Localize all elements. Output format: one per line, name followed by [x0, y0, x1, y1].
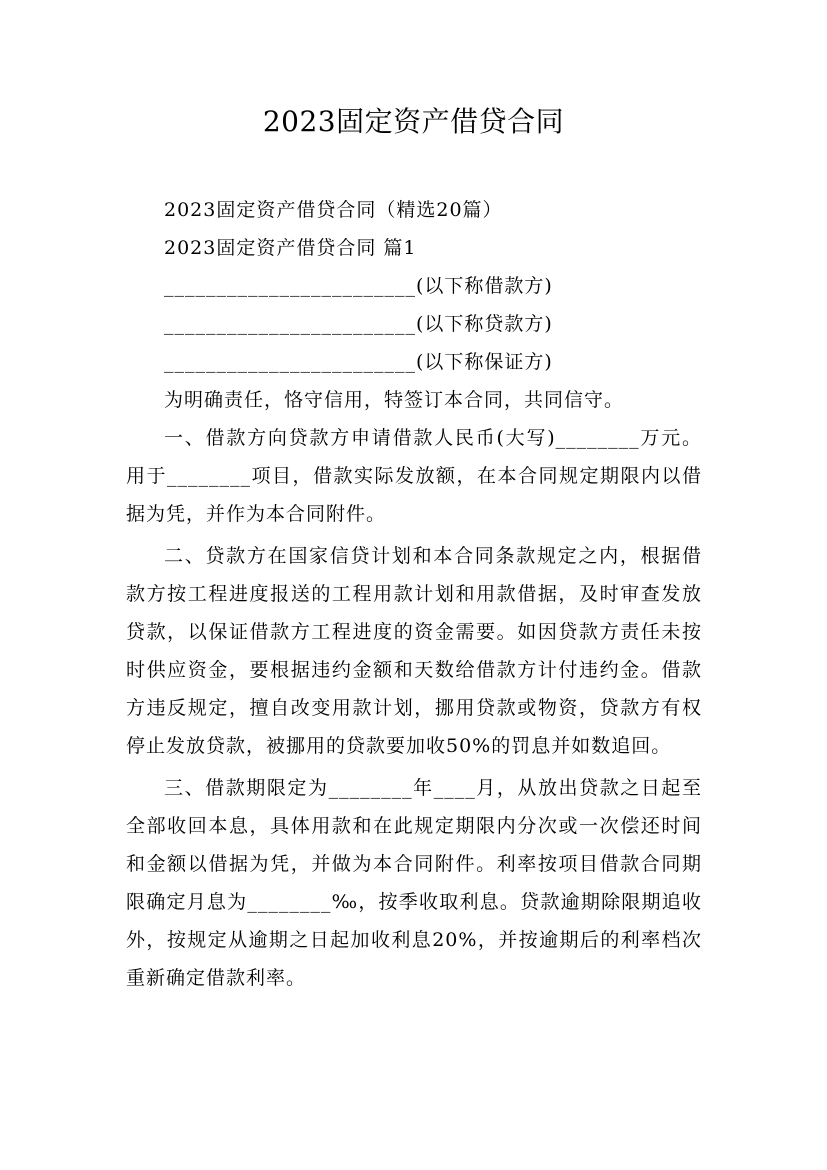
document-body [126, 191, 702, 997]
intro-paragraph: 为明确责任，恪守信用，特签订本合同，共同信守。 [164, 389, 625, 411]
party-line-lender: ________________________(以下称贷款方) [164, 313, 553, 335]
clause-1: 一、借款方向贷款方申请借款人民币(大写)________万元。用于________项目，借款实际发放额，在本合同规定期限内以借据为凭，并作为本合同附件。 [126, 427, 702, 525]
clause-2: 二、贷款方在国家信贷计划和本合同条款规定之内，根据借款方按工程进度报送的工程用款计划和用款借据，及时审查发放贷款，以保证借款方工程进度的资金需要。如因贷款方责任未按时供应资金，要根据违约金额和天数给借款方计付违约金。借款方违反规定，擅自改变用款计划，挪用贷款或物资，贷款方有权停止发放贷款，被挪用的贷款要加收50%的罚息并如数追回。 [126, 545, 702, 757]
section-heading: 2023固定资产借贷合同 篇1 [164, 237, 417, 259]
party-line-guarantor: ________________________(以下称保证方) [164, 351, 553, 373]
clause-3: 三、借款期限定为________年____月，从放出贷款之日起至全部收回本息，具体用款和在此规定期限内分次或一次偿还时间和金额以借据为凭，并做为本合同附件。利率按项目借款合同期限确定月息为________‰，按季收取利息。贷款逾期除限期追收外，按规定从逾期之日起加收利息20%，并按逾期后的利率档次重新确定借款利率。 [126, 777, 702, 989]
document-subtitle: 2023固定资产借贷合同（精选20篇） [164, 199, 503, 221]
document-title: 2023固定资产借贷合同 [262, 105, 565, 138]
party-line-borrower: ________________________(以下称借款方) [164, 275, 553, 297]
